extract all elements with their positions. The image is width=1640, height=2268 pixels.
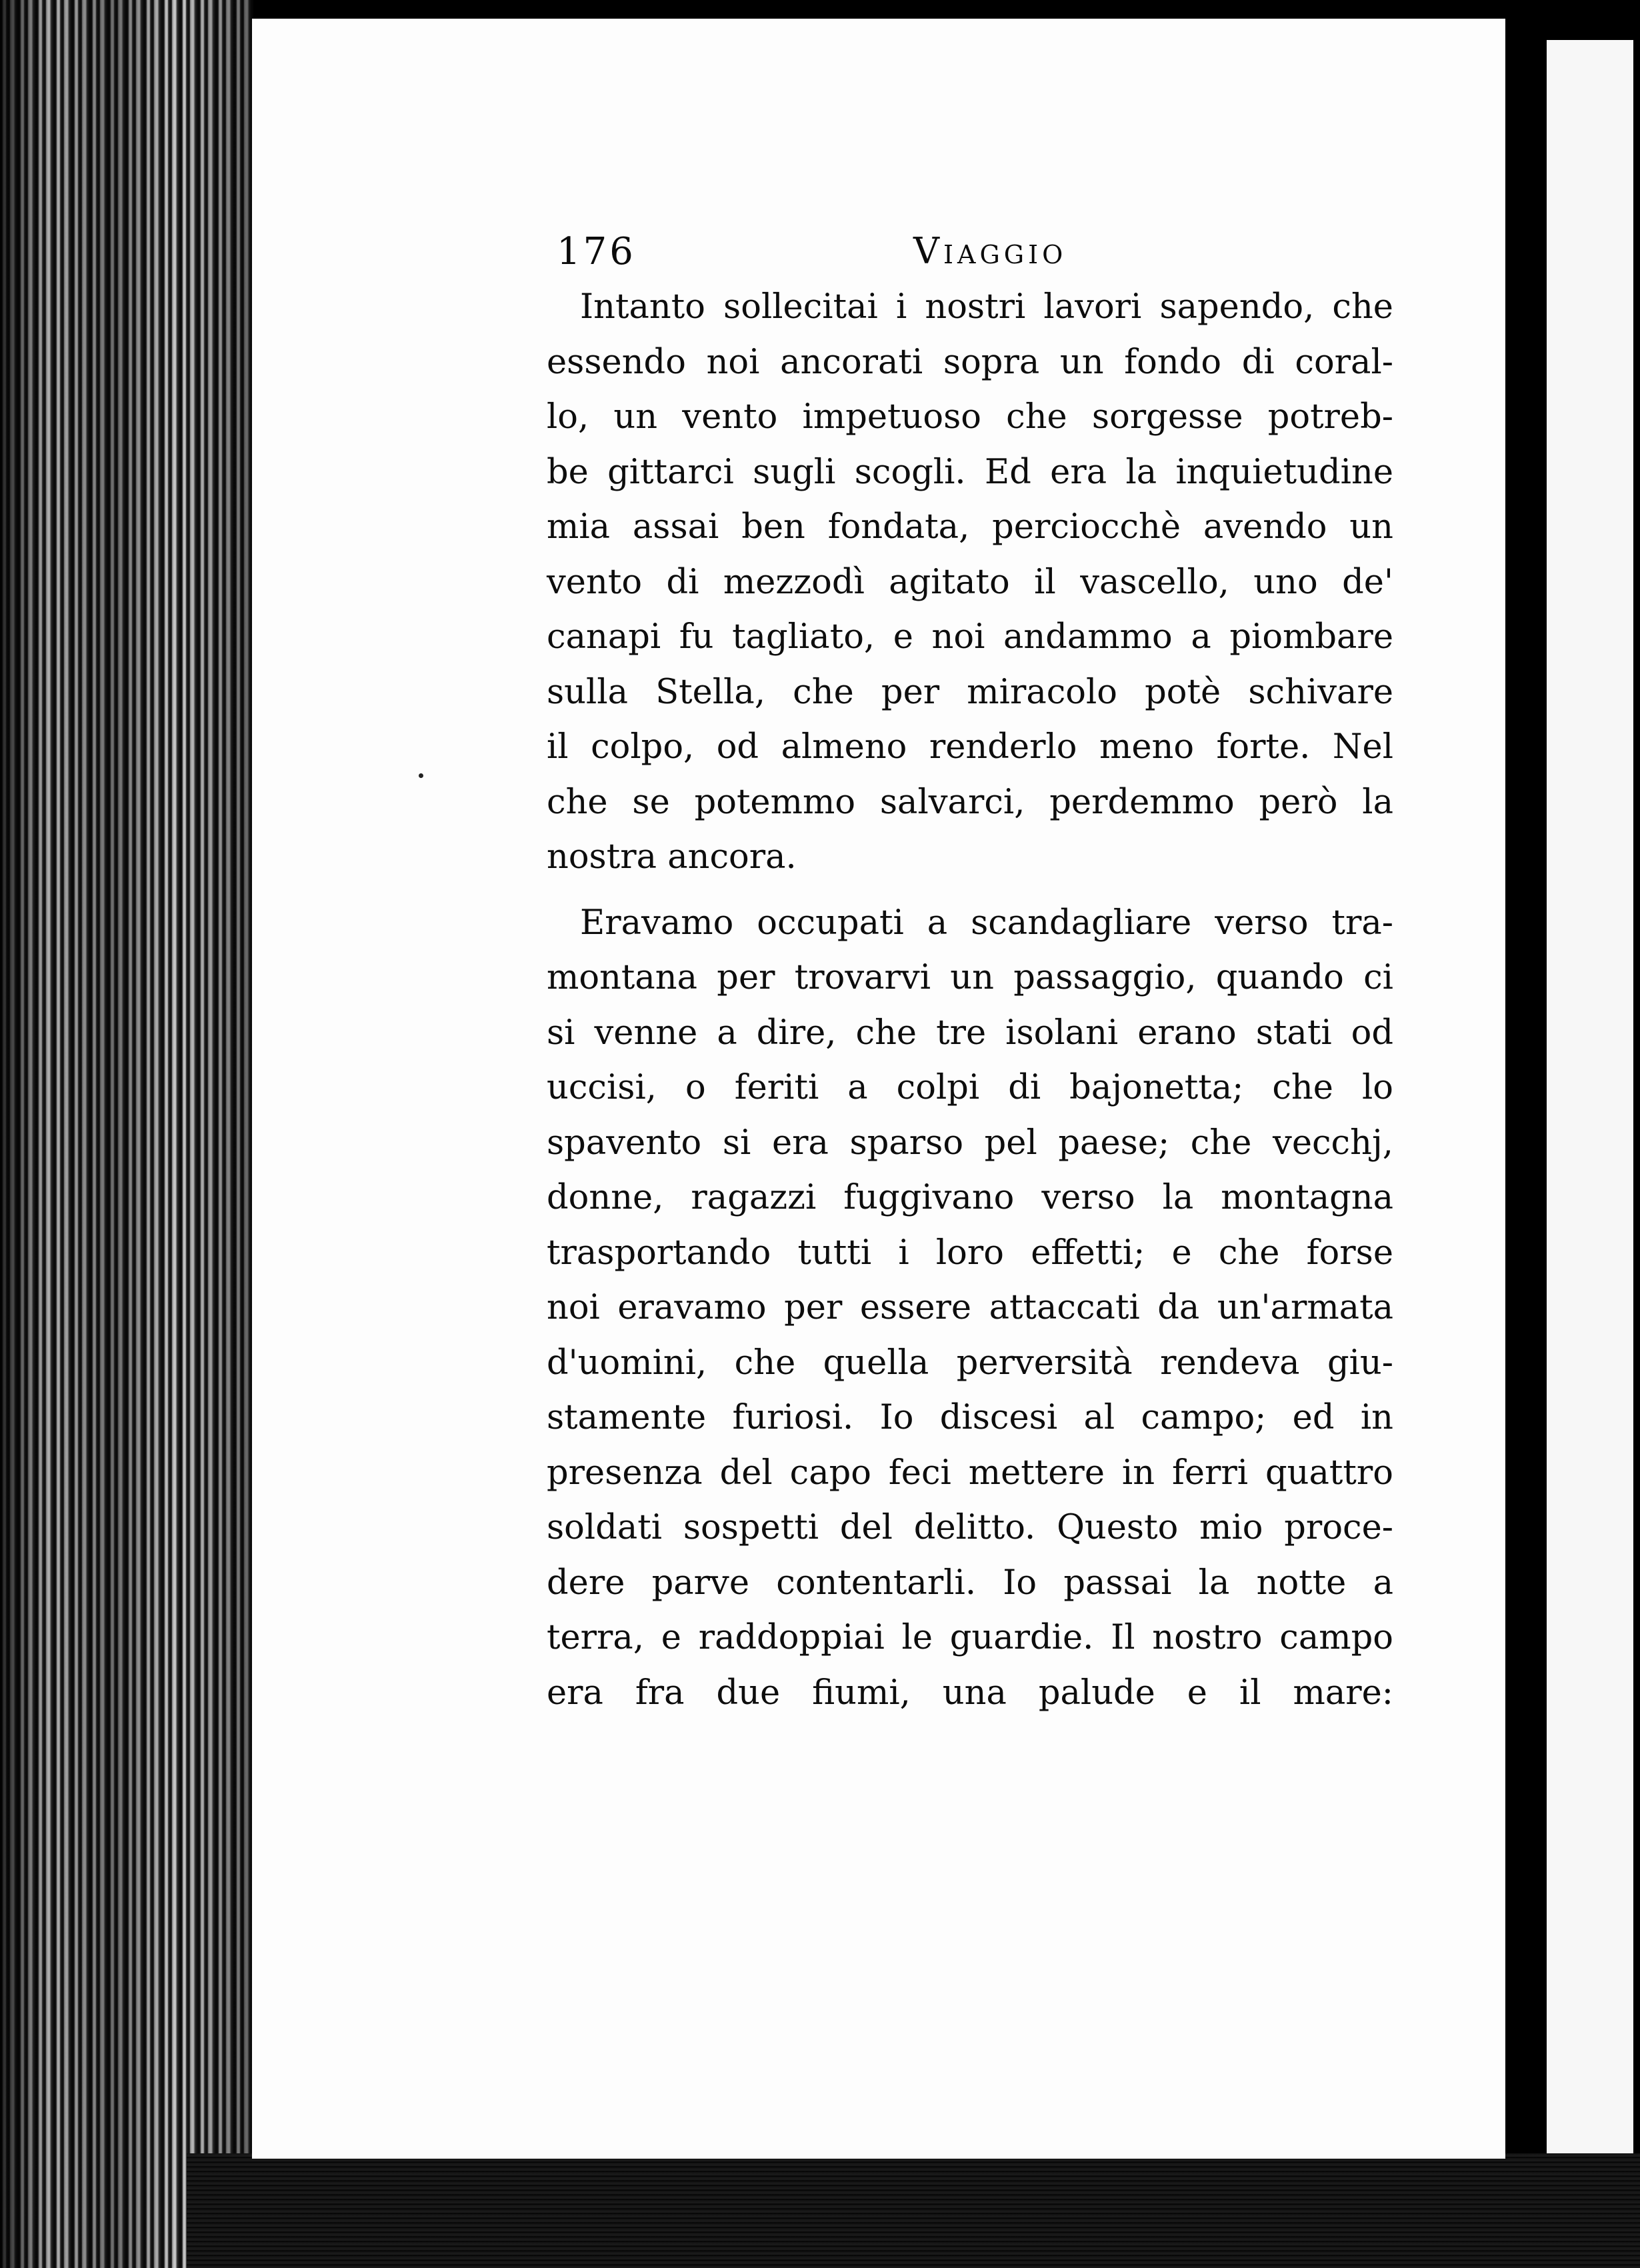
paragraph-2 [547, 896, 1393, 1721]
text-line: che se potemmo salvarci, perdemmo però la [547, 782, 1393, 822]
text-line: trasportando tutti i loro effetti; e che forse [547, 1233, 1393, 1273]
bottom-page-edge [187, 2153, 1640, 2268]
text-line: stamente furiosi. Io discesi al campo; ed in [547, 1398, 1393, 1437]
text-line: si venne a dire, che tre isolani erano stati od [547, 1013, 1393, 1053]
facing-page-edge [1547, 40, 1633, 2173]
page-number: 176 [557, 230, 636, 273]
text-line: be gittarci sugli scogli. Ed era la inquietudine [547, 452, 1393, 492]
text-line: era fra due fiumi, una palude e il mare: [547, 1673, 1393, 1713]
text-line: nostra ancora. [547, 837, 797, 877]
text-line: essendo noi ancorati sopra un fondo di coral- [547, 342, 1393, 382]
text-line: lo, un vento impetuoso che sorgesse potreb- [547, 397, 1393, 437]
text-line: noi eravamo per essere attaccati da un'armata [547, 1288, 1393, 1327]
text-line: spavento si era sparso pel paese; che vecchj, [547, 1123, 1393, 1163]
text-line: canapi fu tagliato, e noi andammo a piombare [547, 617, 1393, 657]
text-line: dere parve contentarli. Io passai la notte a [547, 1563, 1393, 1603]
text-line: uccisi, o feriti a colpi di bajonetta; che lo [547, 1068, 1393, 1107]
text-line: mia assai ben fondata, perciocchè avendo un [547, 507, 1393, 547]
ink-speck [419, 773, 423, 778]
running-head: Viaggio [913, 230, 1067, 272]
text-line: d'uomini, che quella perversità rendeva giu- [547, 1343, 1393, 1383]
text-line: Intanto sollecitai i nostri lavori sapendo, che [580, 287, 1393, 327]
text-line: vento di mezzodì agitato il vascello, uno de' [547, 562, 1393, 602]
text-line: presenza del capo feci mettere in ferri quattro [547, 1453, 1393, 1493]
text-line: terra, e raddoppiai le guardie. Il nostro campo [547, 1618, 1393, 1657]
text-line: montana per trovarvi un passaggio, quando ci [547, 958, 1393, 997]
text-line: sulla Stella, che per miracolo potè schivare [547, 672, 1393, 712]
paragraph-1 [547, 280, 1393, 885]
text-line: soldati sospetti del delitto. Questo mio proce- [547, 1508, 1393, 1547]
gutter-shadow [1505, 20, 1547, 2187]
text-line: Eravamo occupati a scandagliare verso tra- [580, 903, 1393, 943]
body-text [547, 280, 1393, 1731]
text-line: il colpo, od almeno renderlo meno forte. Nel [547, 727, 1393, 767]
text-line: donne, ragazzi fuggivano verso la montagna [547, 1178, 1393, 1217]
page-edge-shadow [0, 0, 253, 2268]
